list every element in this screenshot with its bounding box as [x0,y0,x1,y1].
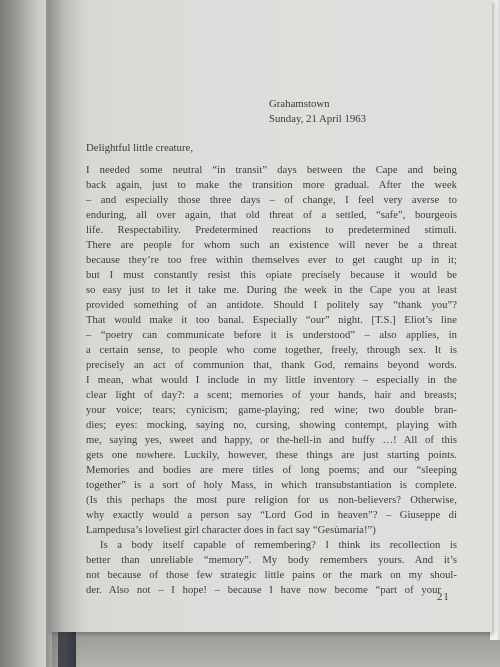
left-page-edge [0,0,52,667]
body-line: precisely an act of communion that, thank God, remains beyond words. [86,360,457,371]
body-line: together” is a sort of holy Mass, in which transubstantiation is complete. [86,480,457,491]
body-line: I needed some neutral “in transit” days between the Cape and being [86,165,457,176]
body-line: why exactly would a person say “Lord God in heaven”? – Giuseppe di [86,510,457,521]
body-line: back again, just to make the transition more gradual. After the week [86,180,457,191]
body-line: der. Also not – I hope! – because I have now become “part of your [86,585,441,596]
body-line: (Is this perhaps the most pure religion for us non-believers? Otherwise, [86,495,457,506]
body-line: – and especially those three days – of change, I feel very averse to [86,195,457,206]
body-line: There are people for whom such an existence will never be a threat [86,240,457,251]
body-line: Lampedusa’s loveliest girl character does in fact say “Gesùmaria!”) [86,525,376,536]
body-line: enduring, all over again, that old threat of a settled, “safe”, bourgeois [86,210,457,221]
body-line: Memories and bodies are mere titles of long poems; and our “sleeping [86,465,457,476]
body-line: but I must constantly resist this opiate precisely because it would be [86,270,457,281]
body-line: That would make it too banal. Especially “our” night. [T.S.] Eliot’s line [86,315,457,326]
body-line: because they’re too free within themselves ever to get caught up in it; [86,255,457,266]
body-line: – “poetry can communicate before it is understood” – also applies, in [86,330,457,341]
body-line: not because of those few strategic little pains or the mark on my shoul- [86,570,457,581]
body-line: gets one nowhere. Luckily, however, these things are just starting points. [86,450,457,461]
body-line: clear light of day?: a scent; memories of your hands, hair and breasts; [86,390,457,401]
body-line: I mean, what would I include in my little inventory – especially in the [86,375,457,386]
body-line: Is a body itself capable of remembering? I think its recollection is [100,540,457,551]
letter-place: Grahamstown [269,98,330,110]
body-line: dies; eyes: mocking, saying no, cursing, showing contempt, playing with [86,420,457,431]
letter-salutation: Delightful little creature, [86,142,194,154]
body-line: better than unreliable “memory”. My body remembers yours. And it’s [86,555,457,566]
letter-date: Sunday, 21 April 1963 [269,113,367,125]
body-line: me, saying yes, sweet and happy, or the-hell-in and huffy …! All of this [86,435,457,446]
body-line: your voice; tears; cynicism; game-playing; red wine; two double bran- [86,405,457,416]
body-line: life. Respectability. Predetermined reactions to predetermined stimuli. [86,225,457,236]
page-number: 21 [437,591,450,603]
body-line: so easy just to let it take me. During the week in the Cape you at least [86,285,457,296]
body-line: provided something of an antidote. Should I politely say “thank you”? [86,300,457,311]
body-line: a certain sense, to people who come together, freely, through sex. It is [86,345,457,356]
